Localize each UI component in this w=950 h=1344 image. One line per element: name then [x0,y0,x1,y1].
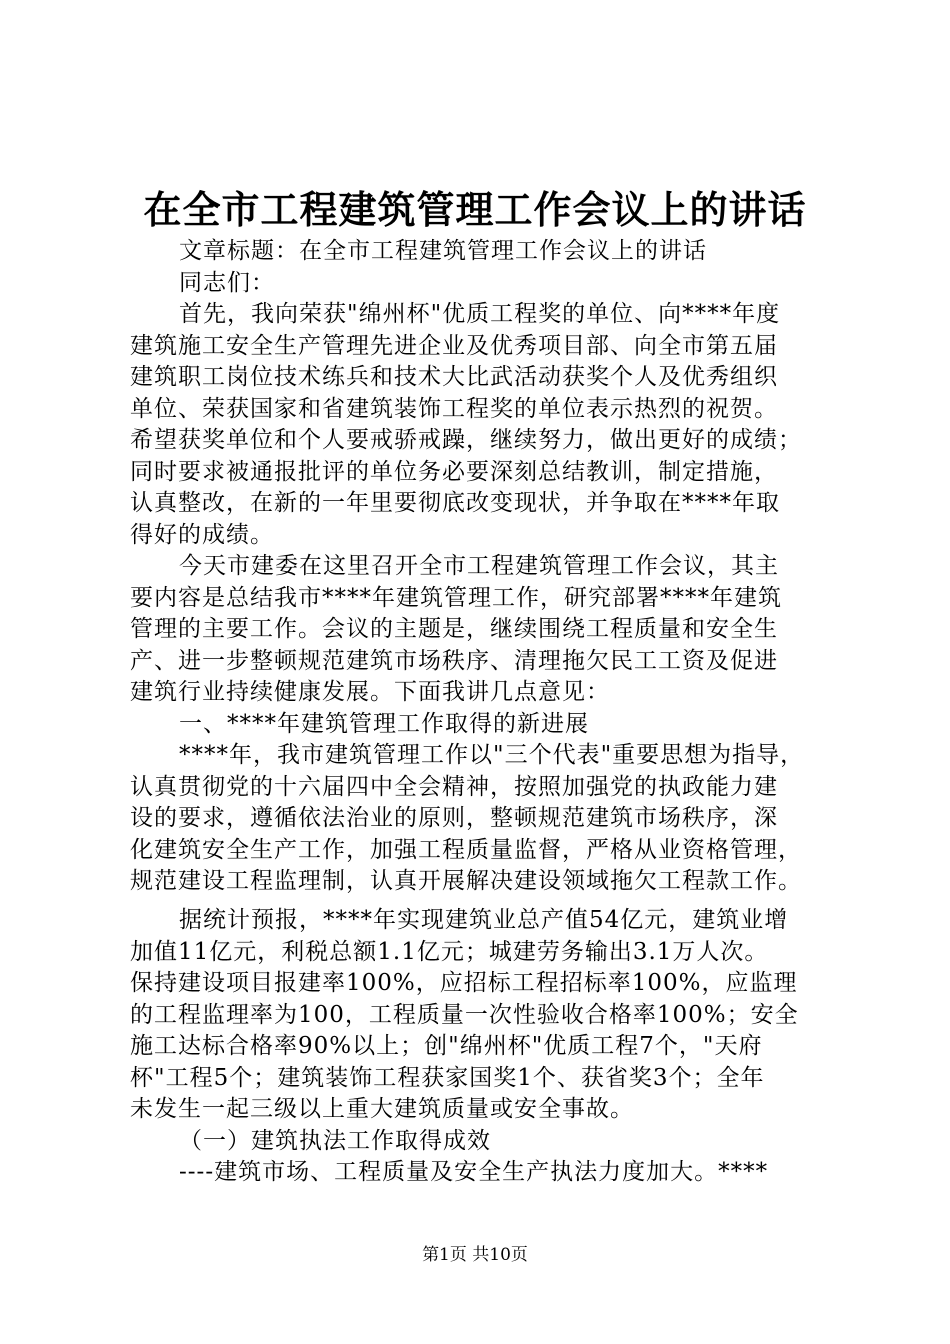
section-heading: 一、****年建筑管理工作取得的新进展 [179,710,589,737]
paragraph-line: 建筑施工安全生产管理先进企业及优秀项目部、向全市第五届 [130,332,778,359]
salutation-line: 同志们： [179,269,275,296]
paragraph-line: 化建筑安全生产工作，加强工程质量监督，严格从业资格管理， [130,836,802,863]
paragraph-line: 建筑行业持续健康发展。下面我讲几点意见： [130,679,610,705]
paragraph-line: 得好的成绩。 [130,521,274,548]
paragraph-line: 产、进一步整顿规范建筑市场秩序、清理拖欠民工工资及促进 [130,647,778,674]
paragraph-line: 认真整改，在新的一年里要彻底改变现状，并争取在****年取 [130,490,780,516]
subsection-heading: （一）建筑执法工作取得成效 [179,1127,491,1154]
paragraph-line: 未发生一起三级以上重大建筑质量或安全事故。 [130,1096,634,1122]
article-title-line: 文章标题：在全市工程建筑管理工作会议上的讲话 [179,238,707,264]
paragraph-line: ----建筑市场、工程质量及安全生产执法力度加大。**** [179,1159,769,1185]
paragraph-line: 认真贯彻党的十六届四中全会精神，按照加强党的执政能力建 [130,773,778,800]
paragraph-line: ****年，我市建筑管理工作以"三个代表"重要思想为指导， [179,742,805,768]
paragraph-line: 单位、荣获国家和省建筑装饰工程奖的单位表示热烈的祝贺。 [130,395,778,422]
paragraph-line: 首先，我向荣获"绵州杯"优质工程奖的单位、向****年度 [179,301,781,327]
paragraph-line: 希望获奖单位和个人要戒骄戒躁，继续努力，做出更好的成绩； [130,427,802,453]
paragraph-line: 今天市建委在这里召开全市工程建筑管理工作会议，其主 [179,553,779,579]
paragraph-line: 加值11亿元，利税总额1.1亿元；城建劳务输出3.1万人次。 [130,938,769,965]
paragraph-line: 的工程监理率为100，工程质量一次性验收合格率100%；安全 [130,1001,799,1028]
paragraph-line: 施工达标合格率90%以上；创"绵州杯"优质工程7个，"天府 [130,1033,763,1059]
paragraph-line: 建筑职工岗位技术练兵和技术大比武活动获奖个人及优秀组织 [130,364,778,390]
document-title: 在全市工程建筑管理工作会议上的讲话 [143,187,807,232]
paragraph-line: 设的要求，遵循依法治业的原则，整顿规范建筑市场秩序，深 [130,805,778,831]
paragraph-line: 同时要求被通报批评的单位务必要深刻总结教训，制定措施， [130,458,778,485]
paragraph-line: 要内容是总结我市****年建筑管理工作，研究部署****年建筑 [130,584,782,611]
page-number-footer: 第1页 共10页 [422,1245,528,1265]
paragraph-line: 保持建设项目报建率100%，应招标工程招标率100%，应监理 [130,970,798,996]
paragraph-line: 杯"工程5个；建筑装饰工程获家国奖1个、获省奖3个；全年 [130,1064,765,1091]
paragraph-line: 规范建设工程监理制，认真开展解决建设领域拖欠工程款工作。 [130,868,802,894]
document-body-part1 [130,236,835,898]
paragraph-line: 据统计预报，****年实现建筑业总产值54亿元，建筑业增 [179,907,789,933]
paragraph-line: 管理的主要工作。会议的主题是，继续围绕工程质量和安全生 [130,616,778,642]
document-body-part2 [130,905,835,1189]
